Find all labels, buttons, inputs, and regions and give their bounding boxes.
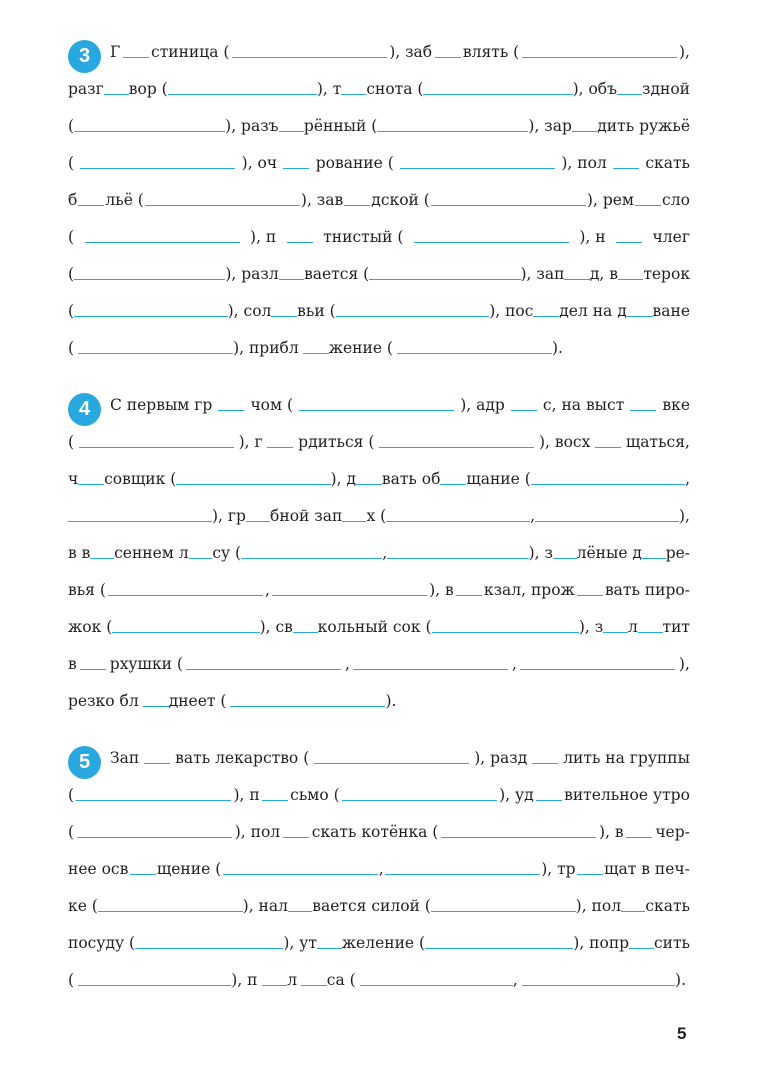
answer-blank (423, 94, 572, 95)
text-fragment: ), восх (538, 433, 591, 451)
answer-blank (176, 484, 330, 485)
letter-blank (635, 205, 661, 206)
text-fragment: рдиться ( (298, 433, 375, 451)
text-fragment: ), св (259, 618, 293, 636)
text-fragment: ), объ (572, 80, 617, 98)
exercise-line (68, 299, 690, 323)
text-fragment: С первым гр (110, 396, 213, 414)
answer-blank (531, 484, 685, 485)
answer-blank (431, 205, 586, 206)
page-number: 5 (677, 1024, 687, 1043)
text-fragment: ), (678, 507, 690, 525)
exercise-line (68, 504, 690, 528)
text-fragment: щат в печ- (604, 860, 690, 878)
text-fragment: ), рем (586, 191, 634, 209)
text-fragment: сьмо ( (290, 786, 340, 804)
text-fragment: ), сол (227, 302, 272, 320)
exercise-line (110, 40, 690, 64)
text-fragment: ). (385, 692, 397, 710)
letter-blank (78, 484, 104, 485)
text-fragment: дел на д (559, 302, 627, 320)
answer-blank (385, 874, 540, 875)
text-fragment: вке (662, 396, 690, 414)
letter-blank (629, 948, 654, 949)
text-fragment: вать пиро- (604, 581, 690, 599)
text-fragment: вается силой ( (312, 897, 431, 915)
text-fragment: лёные д (576, 544, 642, 562)
answer-blank (168, 94, 317, 95)
letter-blank (532, 763, 558, 764)
exercise-line (68, 430, 690, 454)
text-fragment: ( (68, 302, 75, 320)
text-fragment: влять ( (462, 43, 520, 61)
exercise-line (68, 151, 690, 175)
text-fragment: ), заб (389, 43, 433, 61)
text-fragment: су ( (212, 544, 242, 562)
answer-blank (78, 353, 233, 354)
answer-blank (77, 837, 232, 838)
answer-blank (299, 410, 454, 411)
letter-blank (293, 632, 318, 633)
text-fragment: Зап (110, 749, 140, 767)
text-fragment: , (378, 860, 384, 878)
text-fragment: , (265, 581, 270, 599)
letter-blank (218, 410, 244, 411)
letter-blank (189, 558, 213, 559)
exercise-line (68, 689, 690, 713)
text-fragment: ), п (250, 228, 277, 246)
letter-blank (246, 521, 270, 522)
text-fragment: вать лекарство ( (175, 749, 310, 767)
text-fragment: ), разд (474, 749, 528, 767)
letter-blank (536, 800, 562, 801)
text-fragment: посуду ( (68, 934, 136, 952)
text-fragment: здной (642, 80, 691, 98)
text-fragment: , (512, 971, 518, 989)
exercise-line (68, 336, 690, 360)
exercise-line (68, 968, 690, 992)
text-fragment: ( (68, 154, 75, 172)
text-fragment: снота ( (366, 80, 424, 98)
answer-blank (369, 279, 520, 280)
text-fragment: рённый ( (303, 117, 378, 135)
letter-blank (564, 279, 589, 280)
text-fragment: ), т (316, 80, 342, 98)
text-fragment: ), п (233, 786, 260, 804)
text-fragment: рхушки ( (109, 655, 183, 673)
exercise-line (68, 77, 690, 101)
letter-blank (90, 558, 114, 559)
letter-blank (533, 316, 559, 317)
text-fragment: , (382, 544, 388, 562)
answer-blank (76, 800, 231, 801)
answer-blank (400, 168, 555, 169)
answer-blank (186, 669, 341, 670)
text-fragment: ), нал (242, 897, 288, 915)
text-fragment: ), пос (489, 302, 534, 320)
letter-blank (626, 837, 652, 838)
text-fragment: щение ( (156, 860, 222, 878)
answer-blank (377, 131, 528, 132)
answer-blank (74, 131, 225, 132)
exercise-line (68, 652, 690, 676)
text-fragment: ), п (231, 971, 258, 989)
text-fragment: ), разъ (225, 117, 279, 135)
text-fragment: ване (652, 302, 691, 320)
text-fragment: ), пол (561, 154, 607, 172)
letter-blank (288, 911, 312, 912)
text-fragment: ), адр (460, 396, 505, 414)
text-fragment: ), гр (211, 507, 246, 525)
text-fragment: ). (551, 339, 563, 357)
answer-blank (432, 632, 579, 633)
text-fragment: ), (678, 655, 690, 673)
answer-blank (342, 800, 497, 801)
answer-blank (522, 57, 677, 58)
text-fragment: чом ( (250, 396, 294, 414)
letter-blank (123, 57, 149, 58)
text-fragment: ч (68, 470, 79, 488)
text-fragment: скать (645, 897, 690, 915)
text-fragment: тит (662, 618, 690, 636)
letter-blank (613, 168, 639, 169)
letter-blank (621, 911, 645, 912)
text-fragment: ), ут (283, 934, 317, 952)
text-fragment: ке ( (68, 897, 98, 915)
text-fragment: са ( (326, 971, 356, 989)
letter-blank (511, 410, 537, 411)
letter-blank (553, 558, 577, 559)
text-fragment: сеннем л (114, 544, 189, 562)
text-fragment: дить ружьё (597, 117, 690, 135)
text-fragment: чер- (655, 823, 690, 841)
letter-blank (303, 353, 329, 354)
answer-blank (520, 669, 675, 670)
answer-blank (272, 595, 427, 596)
answer-blank (522, 985, 675, 986)
letter-blank (104, 94, 129, 95)
answer-blank (379, 447, 534, 448)
exercise-line (110, 746, 690, 770)
text-fragment: дской ( (371, 191, 430, 209)
exercise-line (68, 857, 690, 881)
answer-blank (314, 763, 469, 764)
answer-blank (112, 632, 259, 633)
text-fragment: скать котёнка ( (311, 823, 439, 841)
exercise-line (68, 615, 690, 639)
text-fragment: желение ( (341, 934, 426, 952)
letter-blank (627, 316, 653, 317)
exercise-number-badge: 4 (68, 393, 101, 426)
answer-blank (387, 558, 528, 559)
answer-blank (425, 948, 573, 949)
text-fragment: ), оч (241, 154, 278, 172)
answer-blank (78, 985, 231, 986)
exercise-line (68, 114, 690, 138)
text-fragment: резко бл (68, 692, 139, 710)
text-fragment: нее осв (68, 860, 129, 878)
answer-blank (414, 242, 569, 243)
text-fragment: б (68, 191, 78, 209)
exercise-line (68, 894, 690, 918)
letter-blank (80, 669, 106, 670)
text-fragment: вья ( (68, 581, 106, 599)
letter-blank (283, 168, 309, 169)
text-fragment: ( (68, 228, 75, 246)
text-fragment: жок ( (68, 618, 113, 636)
answer-blank (135, 948, 283, 949)
exercise-line (68, 262, 690, 286)
text-fragment: ( (68, 971, 75, 989)
text-fragment: льё ( (105, 191, 144, 209)
text-fragment: ). (675, 971, 686, 989)
text-fragment: ), попр (573, 934, 630, 952)
text-fragment: сло (662, 191, 690, 209)
text-fragment: х ( (366, 507, 387, 525)
letter-blank (616, 242, 642, 243)
letter-blank (630, 410, 656, 411)
text-fragment: скать (645, 154, 690, 172)
answer-blank (353, 669, 508, 670)
letter-blank (595, 447, 621, 448)
text-fragment: рование ( (315, 154, 394, 172)
text-fragment: вать об (381, 470, 441, 488)
answer-blank (80, 168, 235, 169)
answer-blank (74, 316, 228, 317)
text-fragment: лить на группы (563, 749, 690, 767)
text-fragment: ), з (578, 618, 604, 636)
text-fragment: ), пол (575, 897, 622, 915)
answer-blank (230, 706, 385, 707)
letter-blank (279, 279, 304, 280)
exercise-line (68, 225, 690, 249)
text-fragment: вьи ( (297, 302, 336, 320)
text-fragment: вор ( (128, 80, 168, 98)
text-fragment: вается ( (304, 265, 370, 283)
text-fragment: ), зап (520, 265, 565, 283)
text-fragment: л (287, 971, 298, 989)
exercise-line (68, 820, 690, 844)
text-fragment: ( (68, 265, 75, 283)
letter-blank (617, 94, 642, 95)
text-fragment: д, в (589, 265, 618, 283)
exercise-number-badge: 5 (68, 746, 101, 779)
text-fragment: ), в (599, 823, 624, 841)
text-fragment: , (685, 470, 690, 488)
letter-blank (267, 447, 293, 448)
text-fragment: щание ( (466, 470, 531, 488)
letter-blank (78, 205, 104, 206)
letter-blank (279, 131, 304, 132)
text-fragment: стиница ( (151, 43, 230, 61)
letter-blank (283, 837, 309, 838)
letter-blank (440, 484, 466, 485)
text-fragment: ), н (579, 228, 606, 246)
answer-blank (360, 985, 513, 986)
text-fragment: жение ( (328, 339, 393, 357)
text-fragment: ), зар (528, 117, 572, 135)
letter-blank (262, 985, 288, 986)
text-fragment: , (530, 507, 536, 525)
letter-blank (435, 57, 461, 58)
text-fragment: щаться, (625, 433, 690, 451)
letter-blank (342, 521, 366, 522)
letter-blank (287, 242, 313, 243)
letter-blank (271, 316, 297, 317)
text-fragment: ре- (665, 544, 691, 562)
answer-blank (145, 205, 300, 206)
letter-blank (301, 985, 327, 986)
text-fragment: ( (68, 433, 75, 451)
answer-blank (232, 57, 387, 58)
letter-blank (341, 94, 366, 95)
answer-blank (223, 874, 378, 875)
text-fragment: ), г (238, 433, 263, 451)
text-fragment: с, на выст (542, 396, 625, 414)
text-fragment: ), прибл (233, 339, 299, 357)
text-fragment: ), з (528, 544, 553, 562)
text-fragment: разг (68, 80, 104, 98)
answer-blank (85, 242, 240, 243)
text-fragment: ), зав (300, 191, 344, 209)
text-fragment: , (511, 655, 517, 673)
text-fragment: ( (68, 117, 75, 135)
letter-blank (344, 205, 370, 206)
answer-blank (79, 447, 234, 448)
letter-blank (618, 279, 643, 280)
text-fragment: члег (652, 228, 690, 246)
exercise-line (68, 931, 690, 955)
text-fragment: ( (68, 786, 75, 804)
text-fragment: ( (68, 339, 75, 357)
text-fragment: бной зап (270, 507, 343, 525)
letter-blank (144, 763, 170, 764)
text-fragment: , (344, 655, 350, 673)
text-fragment: ), пол (234, 823, 281, 841)
exercise-line (110, 393, 690, 417)
letter-blank (317, 948, 342, 949)
text-fragment: ), (678, 43, 690, 61)
letter-blank (130, 874, 156, 875)
exercise-line (68, 541, 690, 565)
text-fragment: л (627, 618, 638, 636)
exercise-line (68, 783, 690, 807)
text-fragment: вительное утро (564, 786, 690, 804)
text-fragment: терок (643, 265, 691, 283)
letter-blank (356, 484, 382, 485)
text-fragment: тнистый ( (323, 228, 404, 246)
letter-blank (572, 131, 597, 132)
letter-blank (577, 874, 603, 875)
letter-blank (603, 632, 628, 633)
answer-blank (441, 837, 596, 838)
answer-blank (68, 521, 212, 522)
text-fragment: ), разл (225, 265, 279, 283)
text-fragment: ( (68, 823, 75, 841)
exercise-line (68, 188, 690, 212)
text-fragment: ), д (330, 470, 356, 488)
answer-blank (535, 521, 679, 522)
answer-blank (336, 316, 490, 317)
text-fragment: совщик ( (104, 470, 177, 488)
text-fragment: в (68, 655, 77, 673)
answer-blank (98, 911, 243, 912)
answer-blank (386, 521, 530, 522)
exercise-line (68, 467, 690, 491)
exercise-number-badge: 3 (68, 40, 101, 73)
answer-blank (431, 911, 576, 912)
letter-blank (638, 632, 663, 633)
letter-blank (642, 558, 666, 559)
letter-blank (456, 595, 482, 596)
text-fragment: ), в (429, 581, 454, 599)
text-fragment: днеет ( (168, 692, 227, 710)
letter-blank (262, 800, 288, 801)
letter-blank (577, 595, 603, 596)
text-fragment: кольный сок ( (317, 618, 432, 636)
text-fragment: в в (68, 544, 91, 562)
exercise-line (68, 578, 690, 602)
answer-blank (241, 558, 382, 559)
text-fragment: ), тр (541, 860, 576, 878)
answer-blank (74, 279, 225, 280)
text-fragment: сить (653, 934, 690, 952)
text-fragment: ), уд (499, 786, 534, 804)
letter-blank (143, 706, 169, 707)
answer-blank (108, 595, 263, 596)
text-fragment: кзал, прож (483, 581, 575, 599)
answer-blank (397, 353, 552, 354)
text-fragment: Г (110, 43, 121, 61)
